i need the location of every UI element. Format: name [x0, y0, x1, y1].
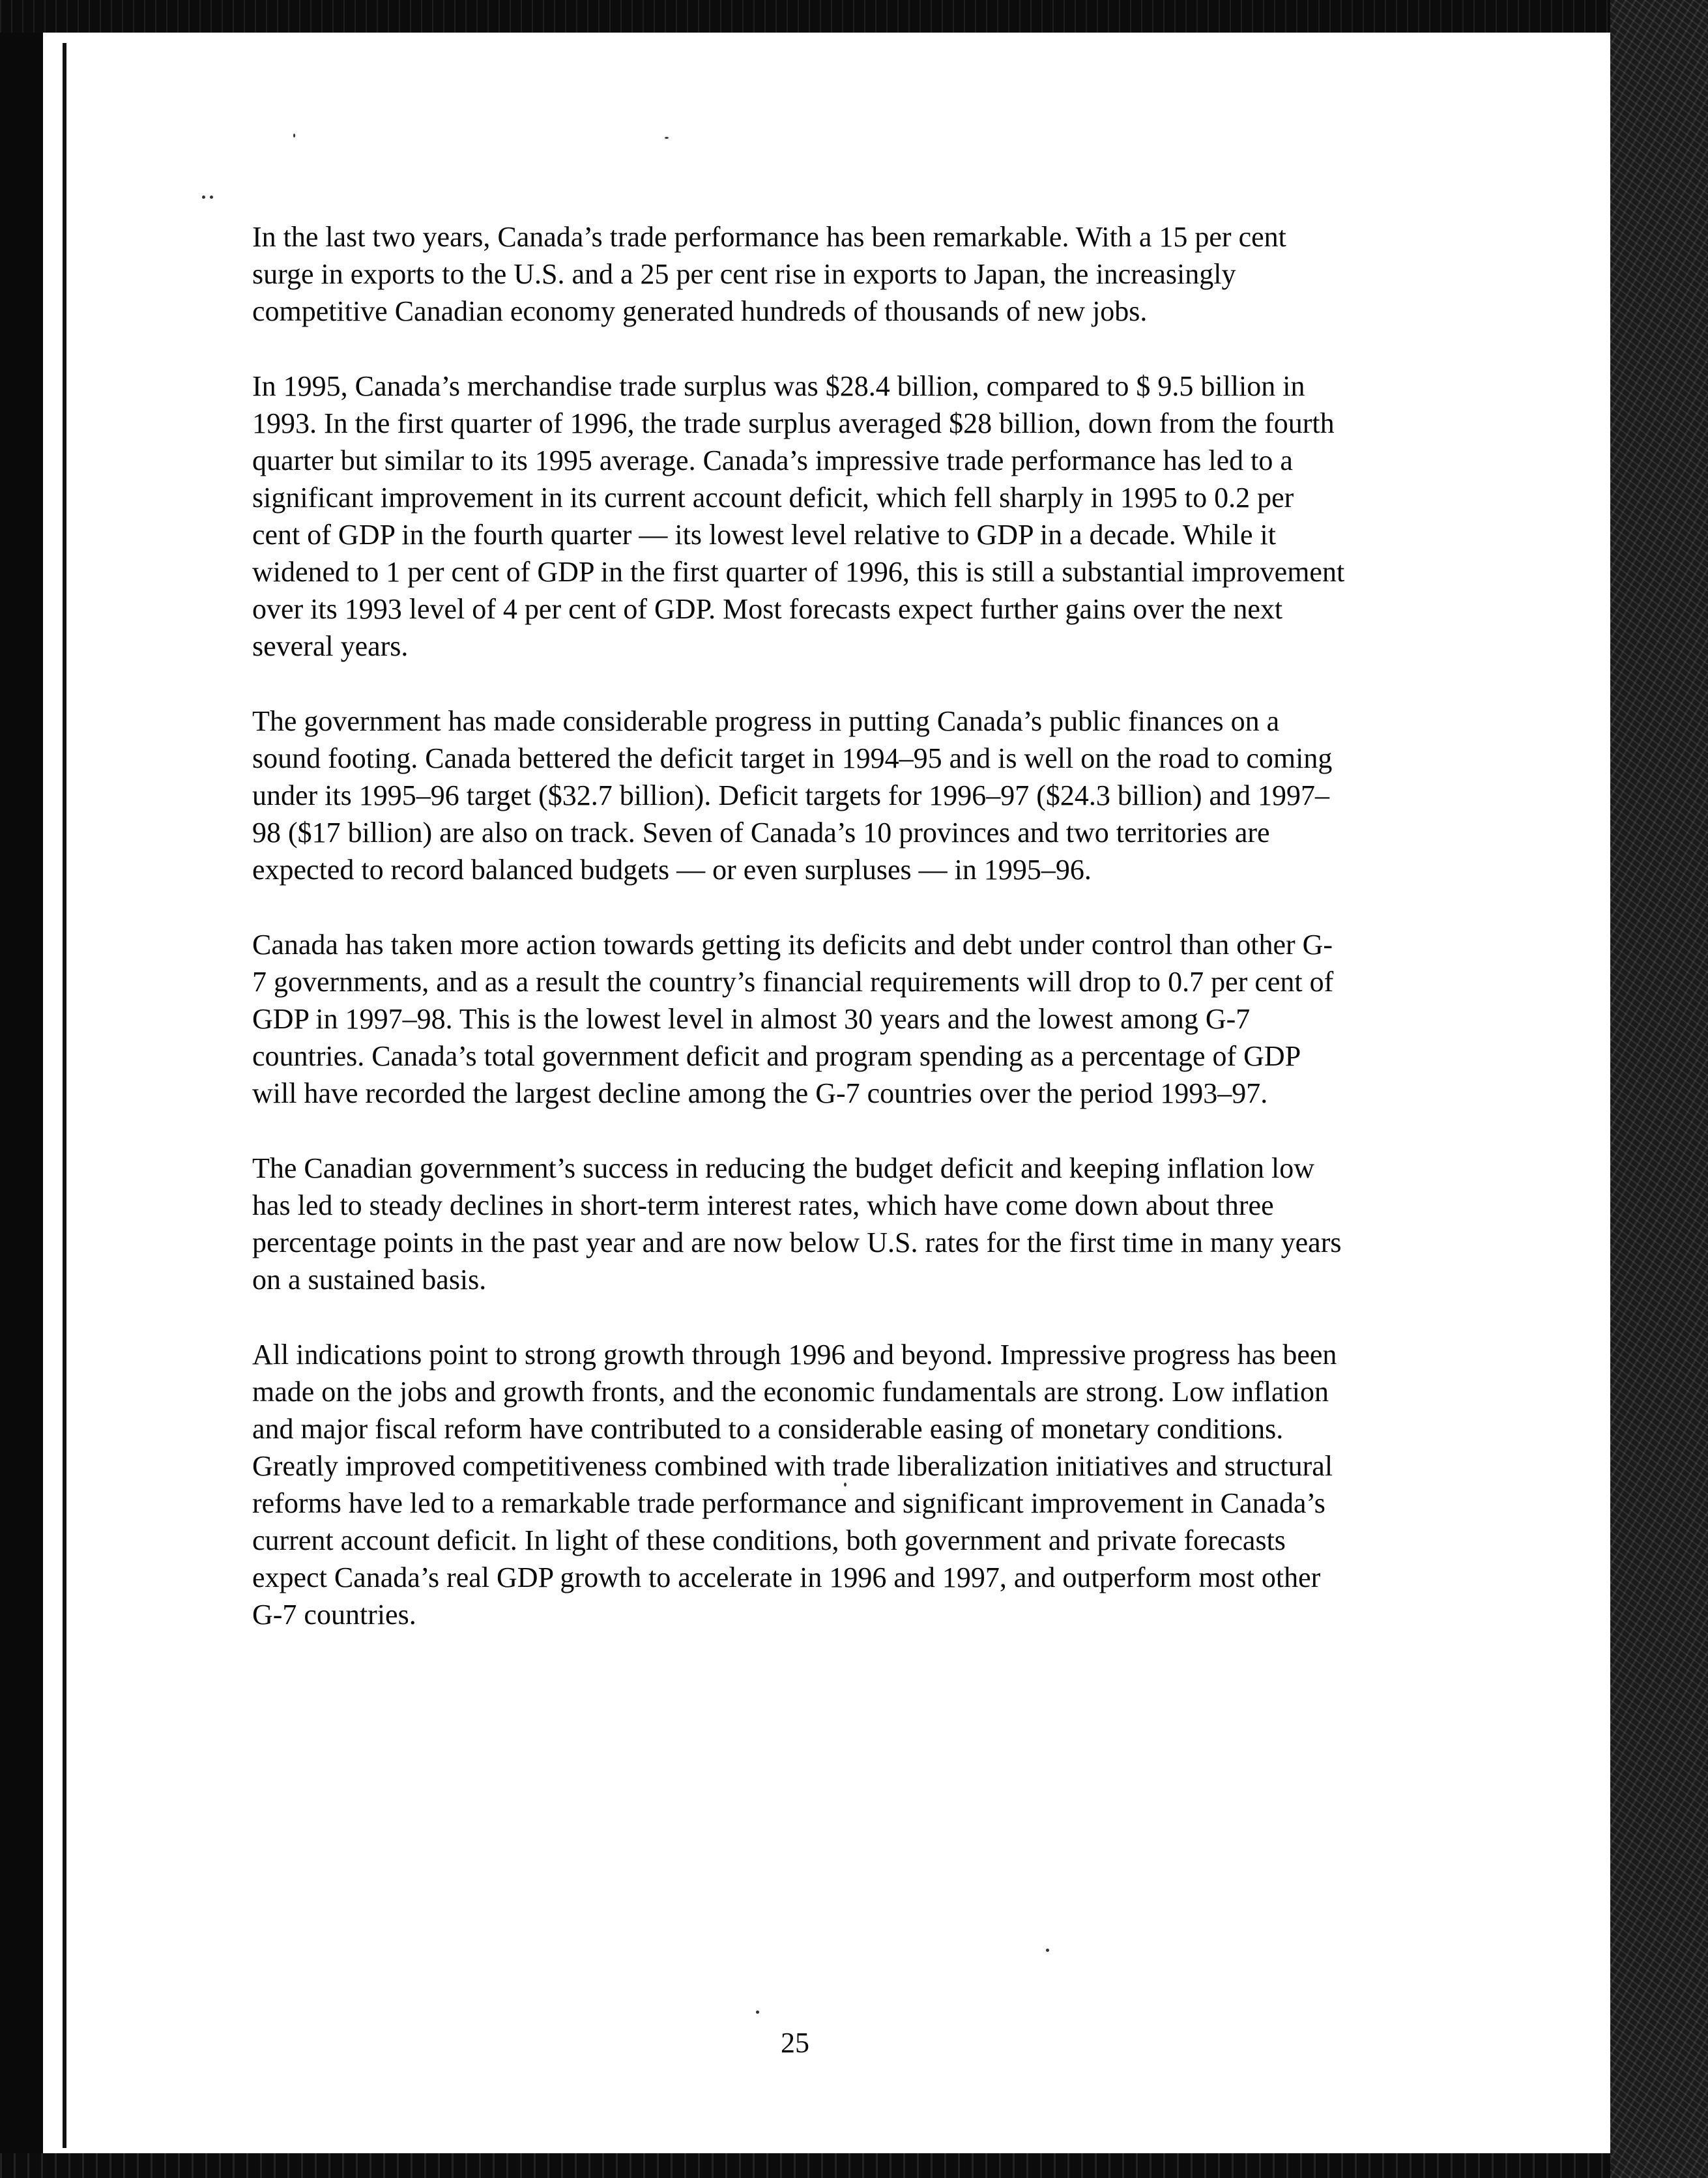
paragraph-trade-surplus: In 1995, Canada’s merchandise trade surplus was $28.4 billion, compared to $ 9.5 billion in 1993. In the first quarter of 1996, the trade surplus averaged $28 billion, down from the fourth quarter but similar to its 1995 average. Canada’s impressive trade performance has led to a significant improvement in its current account deficit, which fell sharply in 1995 to 0.2 per cent of GDP in the fourth quarter — its lowest level relative to GDP in a decade. While it widened to 1 per cent of GDP in the first quarter of 1996, this is still a substantial improvement over its 1993 level of 4 per cent of GDP. Most forecasts expect further gains over the next several years. [252, 370, 1345, 662]
body-text [252, 218, 1347, 1671]
paragraph-interest-rates: The Canadian government’s success in reducing the budget deficit and keeping inflation low has led to steady declines in short-term interest rates, which have come down about three percentage points in the past year and are now below U.S. rates for the first time in many years on a sustained basis. [252, 1152, 1342, 1296]
scan-speck [665, 137, 669, 139]
scan-edge-bottom [0, 2153, 1708, 2178]
paragraph-public-finances: The government has made considerable progress in putting Canada’s public finances on a sound footing. Canada bettered the deficit target in 1994–95 and is well on the road to coming under its 1995–96 target ($32.7 billion). Deficit targets for 1996–97 ($24.3 billion) and 1997–98 ($17 billion) are also on track. Seven of Canada’s 10 provinces and two territories are expected to record balanced budgets — or even surpluses — in 1995–96. [252, 705, 1333, 886]
paragraph-deficit-control: Canada has taken more action towards getting its deficits and debt under control than other G-7 governments, and as a result the country’s financial requirements will drop to 0.7 per cent of GDP in 1997–98. This is the lowest level in almost 30 years and the lowest among G-7 countries. Canada’s total government deficit and program spending as a percentage of GDP will have recorded the largest decline among the G-7 countries over the period 1993–97. [252, 929, 1334, 1109]
scan-edge-right [1610, 0, 1708, 2178]
scan-speck [1046, 1949, 1049, 1952]
page-number: 25 [781, 2027, 809, 2059]
paragraph-trade-performance: In the last two years, Canada’s trade performance has been remarkable. With a 15 per cent surge in exports to the U.S. and a 25 per cent rise in exports to Japan, the increasingly competitive Canadian economy generated hundreds of thousands of new jobs. [252, 221, 1286, 327]
scan-speck [210, 196, 213, 199]
scan-speck [202, 196, 205, 199]
binding-margin-line [63, 43, 66, 2148]
scan-speck [293, 134, 295, 138]
scan-speck [756, 2011, 759, 2014]
paragraph-growth-outlook: All indications point to strong growth through 1996 and beyond. Impressive progress has been made on the jobs and growth fronts, and the economic fundamentals are strong. Low inflation and major fiscal reform have contributed to a considerable easing of monetary conditions. Greatly improved competitiveness combined with trade liberalization initiatives and structural reforms have led to a remarkable trade performance and significant improvement in Canada’s current account deficit. In light of these conditions, both government and private forecasts expect Canada’s real GDP growth to accelerate in 1996 and 1997, and outperform most other G-7 countries. [252, 1339, 1337, 1631]
scan-edge-top [0, 0, 1708, 33]
